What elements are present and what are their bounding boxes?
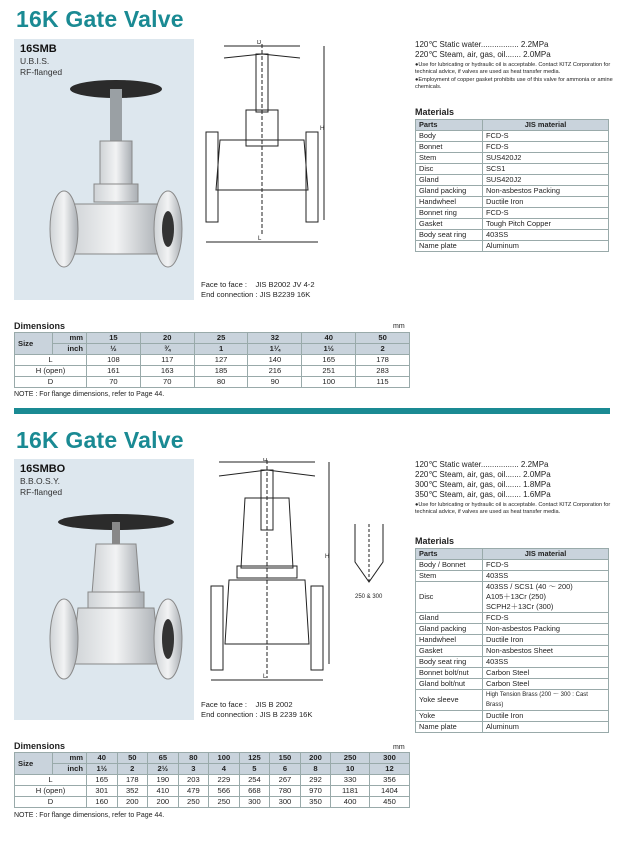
- dim-value: 251: [302, 366, 356, 377]
- material-part: Disc: [416, 582, 483, 613]
- size-inch: 5: [239, 764, 270, 775]
- inch-label: inch: [53, 344, 87, 355]
- size-inch: 1: [194, 344, 248, 355]
- material-part: Handwheel: [416, 197, 483, 208]
- mm-label: mm: [53, 333, 87, 344]
- section2-model: 16SMBO: [20, 463, 66, 475]
- material-value: Carbon Steel: [483, 668, 609, 679]
- size-inch: 8: [300, 764, 331, 775]
- material-value: FCD-S: [483, 142, 609, 153]
- material-value: High Tension Brass (200 ～ 300 : Cast Brass): [483, 690, 609, 711]
- size-inch: 2: [117, 764, 148, 775]
- mat-head-jis: JIS material: [483, 549, 609, 560]
- dim-value: 163: [140, 366, 194, 377]
- inch-label: inch: [53, 764, 87, 775]
- material-part: Gland: [416, 613, 483, 624]
- size-mm: 300: [369, 753, 409, 764]
- materials-row: [416, 624, 609, 635]
- materials-row: [416, 571, 609, 582]
- section2-dimensions-table: [14, 752, 410, 808]
- material-part: Gasket: [416, 646, 483, 657]
- materials-row: [416, 711, 609, 722]
- dim-value: 300: [270, 797, 301, 808]
- section2-drawing: [205, 458, 335, 684]
- section2-materials-title: Materials: [415, 536, 455, 546]
- dim-row: [15, 797, 410, 808]
- materials-row: [416, 722, 609, 733]
- size-inch: 1½: [302, 344, 356, 355]
- material-part: Body seat ring: [416, 657, 483, 668]
- section1-face-to-face: Face to face : JIS B2002 JV 4-2: [201, 280, 315, 289]
- dim-value: 185: [194, 366, 248, 377]
- material-part: Body seat ring: [416, 230, 483, 241]
- dim-value: 1181: [331, 786, 370, 797]
- materials-row: [416, 668, 609, 679]
- size-mm: 50: [117, 753, 148, 764]
- note: ●Employment of copper gasket prohibits use of this valve for ammonia or amine chemicals.: [415, 77, 613, 90]
- size-mm: 32: [248, 333, 302, 344]
- drawing2-d-label: D: [263, 458, 268, 463]
- size-inch: 1¼: [248, 344, 302, 355]
- size-inch: 1½: [87, 764, 118, 775]
- section1-materials-title: Materials: [415, 107, 455, 117]
- material-value: Non-asbestos Packing: [483, 624, 609, 635]
- size-inch: 6: [270, 764, 301, 775]
- dim-value: 127: [194, 355, 248, 366]
- material-value: 403SS: [483, 230, 609, 241]
- material-value: Ductile Iron: [483, 635, 609, 646]
- material-part: Body / Bonnet: [416, 560, 483, 571]
- dim-row-label: D: [15, 797, 87, 808]
- dim-value: 352: [117, 786, 148, 797]
- materials-row: [416, 241, 609, 252]
- dim-value: 356: [369, 775, 409, 786]
- section1-dimensions-title: Dimensions: [14, 321, 66, 331]
- size-mm: 125: [239, 753, 270, 764]
- drawing1-d-label: D: [257, 40, 262, 46]
- dim-value: 140: [248, 355, 302, 366]
- materials-row: [416, 219, 609, 230]
- size-mm: 15: [87, 333, 141, 344]
- material-part: Name plate: [416, 241, 483, 252]
- materials-row: [416, 164, 609, 175]
- section-divider: [14, 408, 610, 414]
- dim-value: 300: [239, 797, 270, 808]
- dim-value: 301: [87, 786, 118, 797]
- drawing2-l-label: L: [263, 674, 267, 680]
- dim-row-label: H (open): [15, 786, 87, 797]
- dim-value: 190: [148, 775, 179, 786]
- section1-model: 16SMB: [20, 43, 57, 55]
- dim-row-label: L: [15, 355, 87, 366]
- dim-value: 250: [178, 797, 209, 808]
- note: ●Use for lubricating or hydraulic oil is acceptable. Contact KITZ Corporation for technical advice, if valves are used as heat transfer media.: [415, 502, 611, 515]
- dim-row-label: H (open): [15, 366, 87, 377]
- spec-line: 220℃ Steam, air, gas, oil....... 2.0MPa: [415, 470, 551, 479]
- material-part: Disc: [416, 164, 483, 175]
- size-inch: 3: [178, 764, 209, 775]
- drawing1-l-label: L: [258, 236, 262, 242]
- size-mm: 100: [209, 753, 240, 764]
- mat-head-parts: Parts: [416, 120, 483, 131]
- dim-value: 250: [209, 797, 240, 808]
- dim-row: [15, 775, 410, 786]
- section1-end-connection: End connection : JIS B2239 16K: [201, 290, 311, 299]
- materials-row: [416, 690, 609, 711]
- dim-value: 479: [178, 786, 209, 797]
- size-inch: ¾: [140, 344, 194, 355]
- dim-value: 178: [356, 355, 410, 366]
- materials-row: [416, 230, 609, 241]
- size-mm: 25: [194, 333, 248, 344]
- material-part: Stem: [416, 571, 483, 582]
- materials-row: [416, 613, 609, 624]
- valve-photo-16smbo: [44, 514, 184, 714]
- section2-detail-drawing: [347, 522, 391, 592]
- material-value: FCD-S: [483, 560, 609, 571]
- material-part: Stem: [416, 153, 483, 164]
- size-mm: 40: [302, 333, 356, 344]
- material-value: FCD-S: [483, 131, 609, 142]
- section2-specs: [415, 460, 615, 515]
- spec-line: 300℃ Steam, air, gas, oil....... 1.8MPa: [415, 480, 551, 489]
- materials-row: [416, 635, 609, 646]
- material-part: Gland packing: [416, 624, 483, 635]
- dim-value: 283: [356, 366, 410, 377]
- section2-materials-table: [415, 548, 609, 733]
- section2-end-connection: End connection : JIS B 2239 16K: [201, 710, 313, 719]
- dim-value: 160: [87, 797, 118, 808]
- material-part: Yoke: [416, 711, 483, 722]
- material-part: Bonnet: [416, 142, 483, 153]
- dim-value: 229: [209, 775, 240, 786]
- drawing2-h-label: H: [325, 554, 330, 560]
- spec-line: 120℃ Static water................. 2.2MPa: [415, 460, 549, 469]
- size-inch: 12: [369, 764, 409, 775]
- material-value: FCD-S: [483, 613, 609, 624]
- materials-row: [416, 560, 609, 571]
- dim-value: 566: [209, 786, 240, 797]
- materials-row: [416, 197, 609, 208]
- section1-unit: mm: [393, 323, 405, 330]
- size-mm: 150: [270, 753, 301, 764]
- material-value: SUS420J2: [483, 153, 609, 164]
- spec-line: 350℃ Steam, air, gas, oil....... 1.6MPa: [415, 490, 551, 499]
- size-mm: 40: [87, 753, 118, 764]
- section2-detail-caption: 250 & 300: [355, 594, 383, 600]
- dim-value: 330: [331, 775, 370, 786]
- materials-row: [416, 142, 609, 153]
- material-value: SUS420J2: [483, 175, 609, 186]
- dim-header-inch-row: [15, 344, 410, 355]
- material-part: Yoke sleeve: [416, 690, 483, 711]
- dim-value: 254: [239, 775, 270, 786]
- size-inch: 2: [356, 344, 410, 355]
- dim-value: 400: [331, 797, 370, 808]
- section1-title: 16K Gate Valve: [16, 6, 184, 32]
- dim-value: 350: [300, 797, 331, 808]
- dim-value: 70: [140, 377, 194, 388]
- material-value: SCS1: [483, 164, 609, 175]
- section2-footnote: NOTE : For flange dimensions, refer to Page 44.: [14, 812, 165, 819]
- materials-row: [416, 679, 609, 690]
- dim-header-mm-row: [15, 333, 410, 344]
- material-value: Non-asbestos Sheet: [483, 646, 609, 657]
- size-inch: 2½: [148, 764, 179, 775]
- dim-row: [15, 786, 410, 797]
- mm-label: mm: [53, 753, 87, 764]
- material-value: Carbon Steel: [483, 679, 609, 690]
- dim-value: 267: [270, 775, 301, 786]
- section2-title: 16K Gate Valve: [16, 427, 184, 453]
- dim-value: 292: [300, 775, 331, 786]
- size-inch: ½: [87, 344, 141, 355]
- dim-value: 178: [117, 775, 148, 786]
- dim-header-mm-row: [15, 753, 410, 764]
- dim-header-inch-row: [15, 764, 410, 775]
- material-part: Body: [416, 131, 483, 142]
- materials-row: [416, 131, 609, 142]
- section1-photo-panel: [14, 39, 194, 300]
- dim-value: 450: [369, 797, 409, 808]
- dim-row: [15, 377, 410, 388]
- dim-value: 668: [239, 786, 270, 797]
- section1-dimensions-table: [14, 332, 410, 388]
- material-value: Aluminum: [483, 722, 609, 733]
- material-part: Gland bolt/nut: [416, 679, 483, 690]
- valve-photo-16smb: [44, 79, 184, 299]
- material-part: Gasket: [416, 219, 483, 230]
- dim-value: 108: [87, 355, 141, 366]
- material-value: 403SS: [483, 657, 609, 668]
- materials-row: [416, 175, 609, 186]
- dim-value: 90: [248, 377, 302, 388]
- dim-value: 117: [140, 355, 194, 366]
- dim-value: 165: [302, 355, 356, 366]
- dim-row-label: D: [15, 377, 87, 388]
- dim-value: 70: [87, 377, 141, 388]
- material-part: Name plate: [416, 722, 483, 733]
- materials-row: [416, 646, 609, 657]
- section2-type: B.B.O.S.Y.: [20, 476, 61, 486]
- dim-row: [15, 366, 410, 377]
- materials-row: [416, 208, 609, 219]
- section2-unit: mm: [393, 744, 405, 751]
- dim-value: 200: [117, 797, 148, 808]
- spec-line: 120℃ Static water................. 2.2MPa: [415, 40, 549, 49]
- section2-photo-panel: [14, 459, 194, 720]
- material-part: Gland: [416, 175, 483, 186]
- size-mm: 50: [356, 333, 410, 344]
- section1-materials-table: [415, 119, 609, 252]
- size-mm: 65: [148, 753, 179, 764]
- section1-specs: [415, 40, 615, 90]
- note: ●Use for lubricating or hydraulic oil is acceptable. Contact KITZ Corporation for technical advice, if valves are used as heat transfer media.: [415, 62, 611, 75]
- dim-value: 780: [270, 786, 301, 797]
- dim-value: 1404: [369, 786, 409, 797]
- size-mm: 80: [178, 753, 209, 764]
- section2-end: RF-flanged: [20, 487, 63, 497]
- section1-footnote: NOTE : For flange dimensions, refer to Page 44.: [14, 391, 165, 398]
- materials-row: [416, 657, 609, 668]
- material-value: 403SS / SCS1 (40 ～ 200) A105＋13Cr (250) SCPH2＋13Cr (300): [483, 582, 609, 613]
- material-value: Ductile Iron: [483, 711, 609, 722]
- dim-value: 100: [302, 377, 356, 388]
- section1-type: U.B.I.S.: [20, 56, 50, 66]
- material-value: Aluminum: [483, 241, 609, 252]
- dim-value: 216: [248, 366, 302, 377]
- dim-value: 970: [300, 786, 331, 797]
- materials-row: [416, 582, 609, 613]
- mat-head-parts: Parts: [416, 549, 483, 560]
- dim-value: 80: [194, 377, 248, 388]
- size-mm: 200: [300, 753, 331, 764]
- dim-row: [15, 355, 410, 366]
- material-part: Gland packing: [416, 186, 483, 197]
- dim-value: 410: [148, 786, 179, 797]
- material-value: Ductile Iron: [483, 197, 609, 208]
- spec-line: 220℃ Steam, air, gas, oil....... 2.0MPa: [415, 50, 551, 59]
- size-mm: 20: [140, 333, 194, 344]
- size-label: Size: [15, 333, 53, 355]
- dim-value: 165: [87, 775, 118, 786]
- dim-value: 115: [356, 377, 410, 388]
- size-mm: 250: [331, 753, 370, 764]
- drawing1-h-label: H: [320, 126, 325, 132]
- material-value: FCD-S: [483, 208, 609, 219]
- section1-end: RF-flanged: [20, 67, 63, 77]
- section2-dimensions-title: Dimensions: [14, 741, 66, 751]
- section2-face-to-face: Face to face : JIS B 2002: [201, 700, 293, 709]
- size-inch: 10: [331, 764, 370, 775]
- dim-value: 161: [87, 366, 141, 377]
- dim-row-label: L: [15, 775, 87, 786]
- materials-row: [416, 153, 609, 164]
- material-part: Handwheel: [416, 635, 483, 646]
- dim-value: 203: [178, 775, 209, 786]
- size-label: Size: [15, 753, 53, 775]
- mat-head-jis: JIS material: [483, 120, 609, 131]
- section1-drawing: [200, 40, 330, 245]
- size-inch: 4: [209, 764, 240, 775]
- material-value: Non-asbestos Packing: [483, 186, 609, 197]
- materials-row: [416, 186, 609, 197]
- dim-value: 200: [148, 797, 179, 808]
- material-part: Bonnet ring: [416, 208, 483, 219]
- material-value: 403SS: [483, 571, 609, 582]
- material-value: Tough Pitch Copper: [483, 219, 609, 230]
- material-part: Bonnet bolt/nut: [416, 668, 483, 679]
